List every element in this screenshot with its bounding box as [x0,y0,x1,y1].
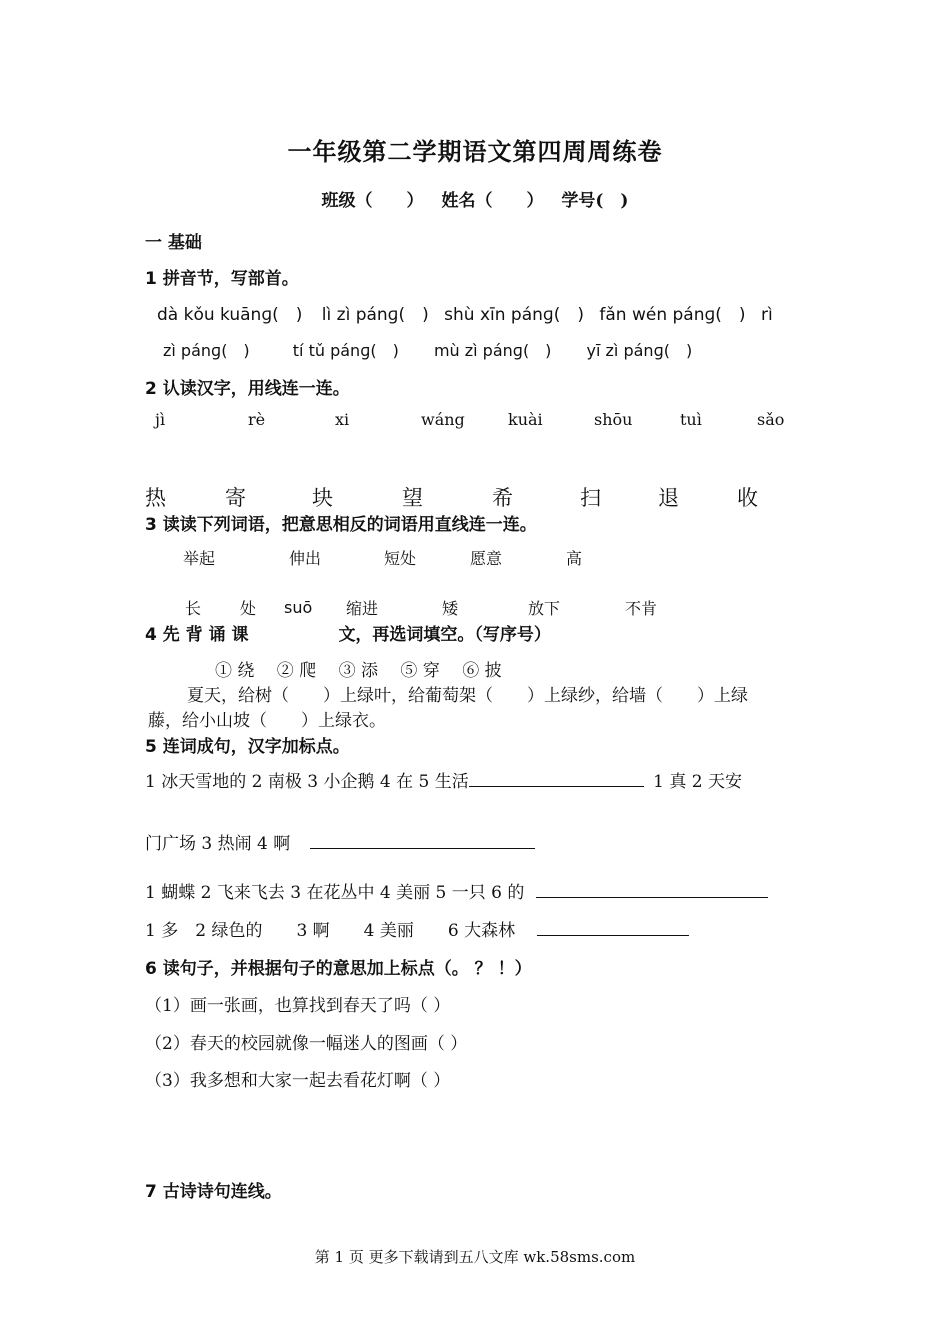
q5-item-1 [145,767,742,792]
q3-word: 矮 [442,599,459,618]
q3-word: 不肯 [625,599,658,618]
q2-pinyin: xi [335,410,350,429]
q2-hanzi: 扫 [580,486,601,510]
class-field: 班级（ ） [321,191,424,211]
q1-item: dà kǒu kuānɡ( ) [157,305,303,325]
number-field: 学号( ) [561,191,629,211]
q5-heading: 5 连词成句，汉字加标点。 [145,737,350,757]
q3-word: 愿意 [470,549,503,568]
q4-heading [145,620,551,645]
q2-heading: 2 认读汉字，用线连一连。 [145,379,350,399]
q1-item: yī zì pánɡ( ) [586,341,693,360]
q1-item: rì [760,305,773,325]
q3-word: 举起 [183,549,216,568]
q3-word: 短处 [384,549,417,568]
q4-heading-part-b: 文，再选词填空。（写序号） [338,625,551,645]
q5-item-2-start: 1 真 2 天安 [653,772,742,792]
q5-item-4 [145,916,689,941]
q5-item-2 [145,829,535,854]
q3-pinyin-note: suō [284,598,313,617]
q1-item: tí tǔ pánɡ( ) [292,341,399,360]
q2-pinyin: rè [248,410,266,429]
q6-sentence-1: （1）画一张画，也算找到春天了吗（ ） [145,996,451,1016]
q3-word: 缩进 [346,599,379,618]
q1-pinyin-line-1 [157,300,773,325]
page-footer: 第 1 页 更多下载请到五八文库 wk.58sms.com [314,1248,636,1266]
q5-item-1-words: 1 冰天雪地的 2 南极 3 小企鹅 4 在 5 生活 [145,772,469,792]
q1-item: zì pánɡ( ) [163,341,250,360]
q3-word: 长 [185,599,202,618]
q1-heading: 1 拼音节，写部首。 [145,269,299,289]
q5-item-4-words: 1 多 2 绿色的 3 啊 4 美丽 6 大森林 [145,921,516,941]
q2-hanzi: 热 [145,486,166,510]
page-title: 一年级第二学期语文第四周周练卷 [287,137,663,166]
answer-line[interactable] [310,830,535,849]
answer-line[interactable] [537,917,689,936]
q6-sentence-2: （2）春天的校园就像一幅迷人的图画（ ） [145,1034,468,1054]
q1-pinyin-line-2 [163,338,692,361]
name-field: 姓名（ ） [441,191,544,211]
q1-item: fǎn wén pánɡ( ) [599,305,746,325]
q4-heading-part-a: 4 先 背 诵 课 [145,625,249,645]
q1-item: mù zì pánɡ( ) [433,341,552,360]
q3-word: 放下 [528,599,561,618]
q2-pinyin: wáng [421,410,465,429]
q5-item-3-words: 1 蝴蝶 2 飞来飞去 3 在花丛中 4 美丽 5 一只 6 的 [145,883,525,903]
q2-hanzi: 收 [737,486,758,510]
q6-sentence-3: （3）我多想和大家一起去看花灯啊（ ） [145,1071,451,1091]
q2-hanzi: 望 [402,486,423,510]
q2-hanzi: 寄 [225,486,246,510]
q2-hanzi: 块 [312,486,333,510]
q1-item: shù xīn pánɡ( ) [444,305,584,325]
q5-item-3 [145,878,768,903]
student-info [0,186,950,211]
q1-item: lì zì pánɡ( ) [321,305,429,325]
q4-options: ① 绕 ② 爬 ③ 添 ⑤ 穿 ⑥ 披 [215,661,502,681]
q2-pinyin: kuài [508,410,543,429]
q5-item-2-words: 门广场 3 热闹 4 啊 [145,834,291,854]
q3-word: 高 [566,549,583,568]
q3-word: 伸出 [289,549,322,568]
q7-heading: 7 古诗诗句连线。 [145,1182,282,1202]
q2-hanzi: 退 [658,486,679,510]
section-heading-basics: 一 基础 [145,233,202,253]
q3-word: 处 [240,599,257,618]
q6-heading: 6 读句子，并根据句子的意思加上标点（。 ？ ！） [145,959,532,979]
q4-text-line-2: 藤，给小山坡（ ）上绿衣。 [148,711,386,731]
q2-pinyin: tuì [680,410,702,429]
q2-pinyin: jì [155,410,166,429]
q4-text-line-1: 夏天，给树（ ）上绿叶，给葡萄架（ ）上绿纱，给墙（ ）上绿 [187,686,748,706]
answer-line[interactable] [536,879,768,898]
q3-heading: 3 读读下列词语，把意思相反的词语用直线连一连。 [145,515,537,535]
q2-pinyin: sǎo [757,410,785,429]
answer-line[interactable] [469,768,644,787]
q2-pinyin: shōu [594,410,633,429]
q2-hanzi: 希 [492,486,513,510]
